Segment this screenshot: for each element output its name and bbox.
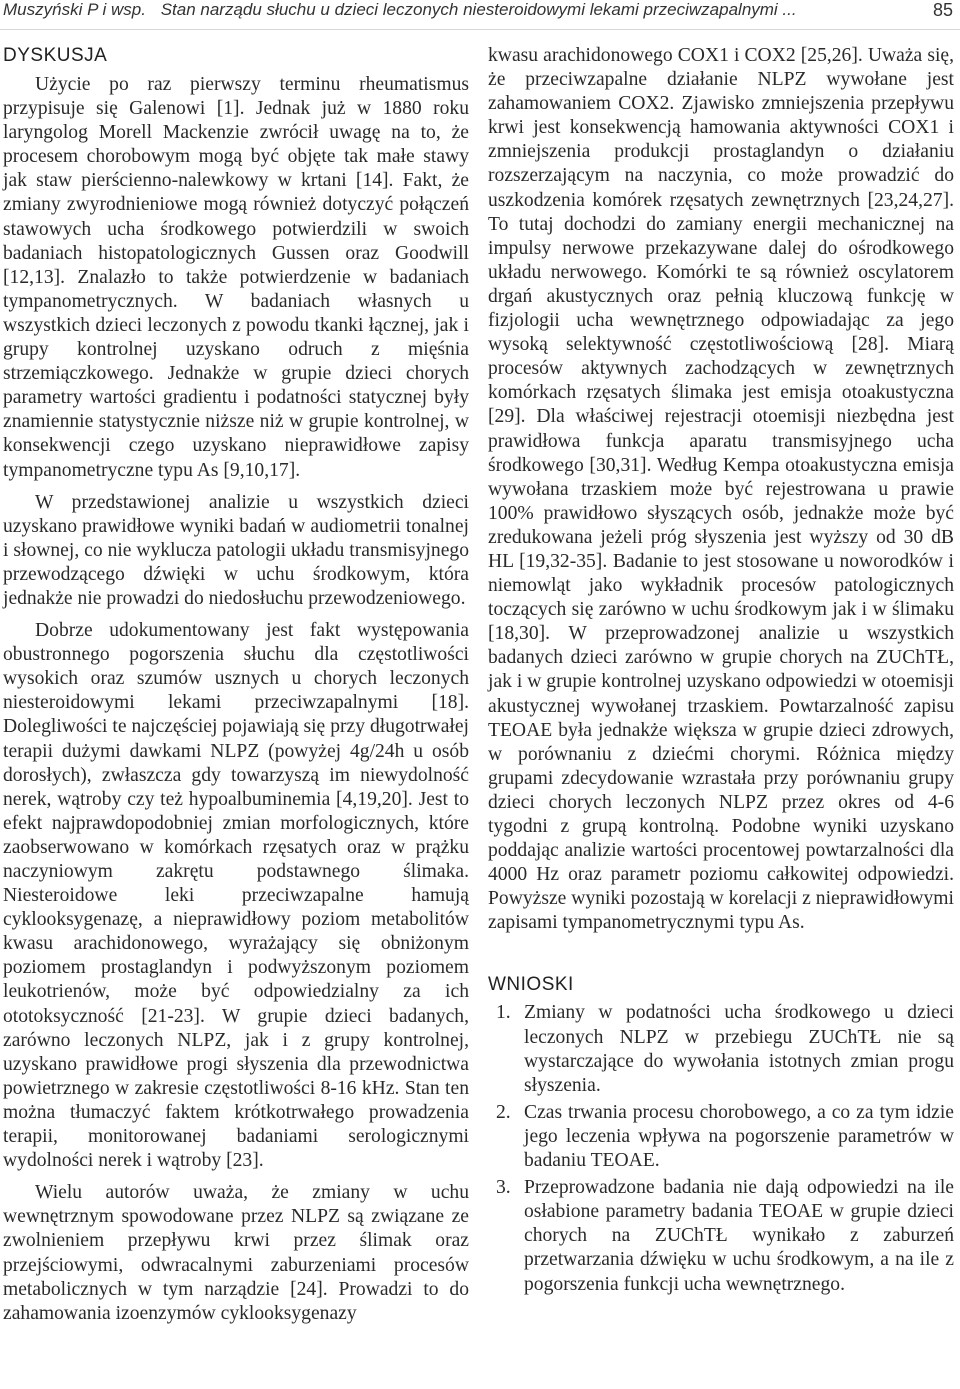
- conclusion-text: Czas trwania procesu chorobowego, a co za tym idzie jego leczenia wpływa na pogorszenie parametrów w badaniu TEOAE.: [524, 1101, 954, 1172]
- conclusion-number: 1.: [496, 1002, 511, 1024]
- discussion-paragraph: Dobrze udokumentowany jest fakt występowania obustronnego pogorszenia słuchu dla częstotliwości wysokich oraz szumów usznych u chorych leczonych niesteroidowymi lekami przeciwzapalnymi [18]. Dolegliwości te najczęściej pojawiają się przy długotrwałej terapii dużymi dawkami NLPZ (powyżej 4g/24h u osób dorosłych), zwłaszcza gdy towarzyszą im niewydolność nerek, wątroby czy też hypoalbuminemia [4,19,20]. Jest to efekt najprawdopodobniej zmian morfologicznych, które zaobserwowano w komórkach rzęsatych oraz w prążku naczyniowym zakrętu podstawnego ślimaka. Niesteroidowe leki przeciwzapalne hamują cyklooksygenazę, a nieprawidłowy poziom metabolitów kwasu arachidonowego, wyrażający się obniżonym poziomem prostaglandyn i podwyższonym poziomem leukotrienów, może być odpowiedzialny za ich ototoksyczność [21-23]. W grupie dzieci badanych, zarówno leczonych NLPZ, jak i z grupy kontrolnej, uzyskano prawidłowe progi słyszenia dla przewodnictwa powietrznego w zakresie częstotliwości 8-16 kHz. Stan ten można tłumaczyć faktem krótkotrwałego prowadzenia terapii, monitorowanej badaniami serologicznymi wydolności nerek i wątroby [23].: [3, 620, 469, 1172]
- conclusions-heading: WNIOSKI: [488, 974, 574, 996]
- conclusions-list: [488, 1001, 954, 1296]
- header-authors: Muszyński P i wsp.: [3, 0, 146, 19]
- conclusion-item: [496, 1101, 954, 1173]
- page-number: 85: [932, 0, 953, 20]
- running-header: [3, 0, 955, 26]
- conclusion-number: 3.: [496, 1177, 511, 1199]
- discussion-paragraph-continued: kwasu arachidonowego COX1 i COX2 [25,26]. Uważa się, że przeciwzapalne działanie NLPZ wywołane jest zahamowaniem COX2. Zjawisko zmniejszenia przepływu krwi jest konsekwencją hamowania aktywności COX1 i zmniejszenia produkcji prostaglandyn o działaniu rozszerzającym na naczynia, co może prowadzić do uszkodzenia komórek rzęsatych zewnętrznych [23,24,27]. To tutaj dochodzi do zamiany energii mechanicznej na impulsy nerwowe przekazywane dalej do ośrodkowego układu nerwowego. Komórki te są również oscylatorem drgań akustycznych oraz pełnią kluczową funkcję w fizjologii ucha wewnętrznego odpowiadając za jego wysoką selektywność częstotliwościową [28]. Miarą procesów aktywnych zachodzących w zewnętrznych komórkach rzęsatych ślimaka jest emisja otoakustyczna [29]. Dla właściwej rejestracji otoemisji niezbędna jest prawidłowa funkcja aparatu transmisyjnego ucha środkowego [30,31]. Według Kempa otoakustyczna emisja wywołana trzaskiem może być rejestrowana u prawie 100% prawidłowo słyszących osób, jednakże może być zredukowana jeżeli próg słyszenia jest wyższy od 30 dB HL [19,32-35]. Badanie to jest stosowane u noworodków i niemowląt jako wykładnik procesów patologicznych toczących się zarówno w uchu środkowym jak i w ślimaku [18,30]. W przeprowadzonej analizie u wszystkich badanych dzieci zarówno w grupie chorych na ZUChTŁ, jak i w grupie kontrolnej uzyskano odpowiedzi w otoemisji akustycznej wywołanej trzaskiem. Powtarzalność zapisu TEOAE była jednakże większa w grupie dzieci zdrowych, w porównaniu z dziećmi chorymi. Różnica między grupami zdecydowanie wzrastała przy porównaniu grupy dzieci chorych leczonych NLPZ przez okres od 4-6 tygodni z grupą kontrolną. Podobne wyniki uzyskano poddając analizie wartości procentowej powtarzalności dla 4000 Hz oraz parametr poziomu całkowitej odpowiedzi. Powyższe wyniki pozostają w korelacji z nieprawidłowymi zapisami tympanometrycznymi typu As.: [488, 45, 954, 934]
- discussion-paragraph: Wielu autorów uważa, że zmiany w uchu wewnętrznym spowodowane przez NLPZ są związane ze zwolnieniem przepływu krwi przez ślimak oraz przejściowymi, odwracalnymi zaburzeniami procesów metabolicznych w tym narządzie [24]. Prowadzi to do zahamowania izoenzymów cyklooksygenazy: [3, 1182, 469, 1324]
- conclusion-item: [496, 1176, 954, 1296]
- header-article-title: Stan narządu słuchu u dzieci leczonych niesteroidowymi lekami przeciwzapalnymi ...: [160, 0, 797, 19]
- conclusion-text: Zmiany w podatności ucha środkowego u dzieci leczonych NLPZ w przebiegu ZUChTŁ nie są wystarczające do wywołania istotnych zmian progu słyszenia.: [524, 1002, 954, 1096]
- left-column: [3, 44, 469, 1326]
- discussion-paragraph: Użycie po raz pierwszy terminu rheumatismus przypisuje się Galenowi [1]. Jednak już w 1880 roku laryngolog Morell Mackenzie zwrócił uwagę na to, że procesem chorobowym mogą być objęte tak małe stawy jak staw pierścienno-nalewkowy w krtani [14]. Fakt, że zmiany zwyrodnieniowe mogą również dotyczyć połączeń stawowych ucha środkowego potwierdzili w swoich badaniach histopatologicznych Gussen oraz Goodwill [12,13]. Znalazło to także potwierdzenie w badaniach tympanometrycznych. W badaniach własnych u wszystkich dzieci leczonych z powodu tkanki łącznej, jak i grupy kontrolnej uzyskano odruch z mięśnia strzemiączkowego. Jednakże w grupie dzieci chorych parametry wartości gradientu i podatności statycznej były znamiennie statystycznie niższe niż w grupie kontrolnej, w konsekwencji czego uzyskano nieprawidłowe zapisy tympanometryczne typu As [9,10,17].: [3, 74, 469, 481]
- discussion-paragraph: W przedstawionej analizie u wszystkich dzieci uzyskano prawidłowe wyniki badań w audiometrii tonalnej i słownej, co nie wyklucza patologii układu transmisyjnego przewodzącego dźwięki w uchu środkowym, która jednakże nie prowadzi do niedosłuchu przewodzeniowego.: [3, 491, 469, 609]
- conclusion-text: Przeprowadzone badania nie dają odpowiedzi na ile osłabione parametry badania TEOAE w grupie dzieci chorych na ZUChTŁ wynikało z zaburzeń przetwarzania dźwięku w uchu środkowym, a na ile z pogorszenia funkcji ucha wewnętrznego.: [524, 1177, 954, 1295]
- right-column: [488, 44, 954, 1300]
- conclusion-number: 2.: [496, 1101, 511, 1123]
- conclusion-item: [496, 1001, 954, 1097]
- discussion-heading: DYSKUSJA: [3, 45, 108, 66]
- header-divider: [0, 29, 960, 30]
